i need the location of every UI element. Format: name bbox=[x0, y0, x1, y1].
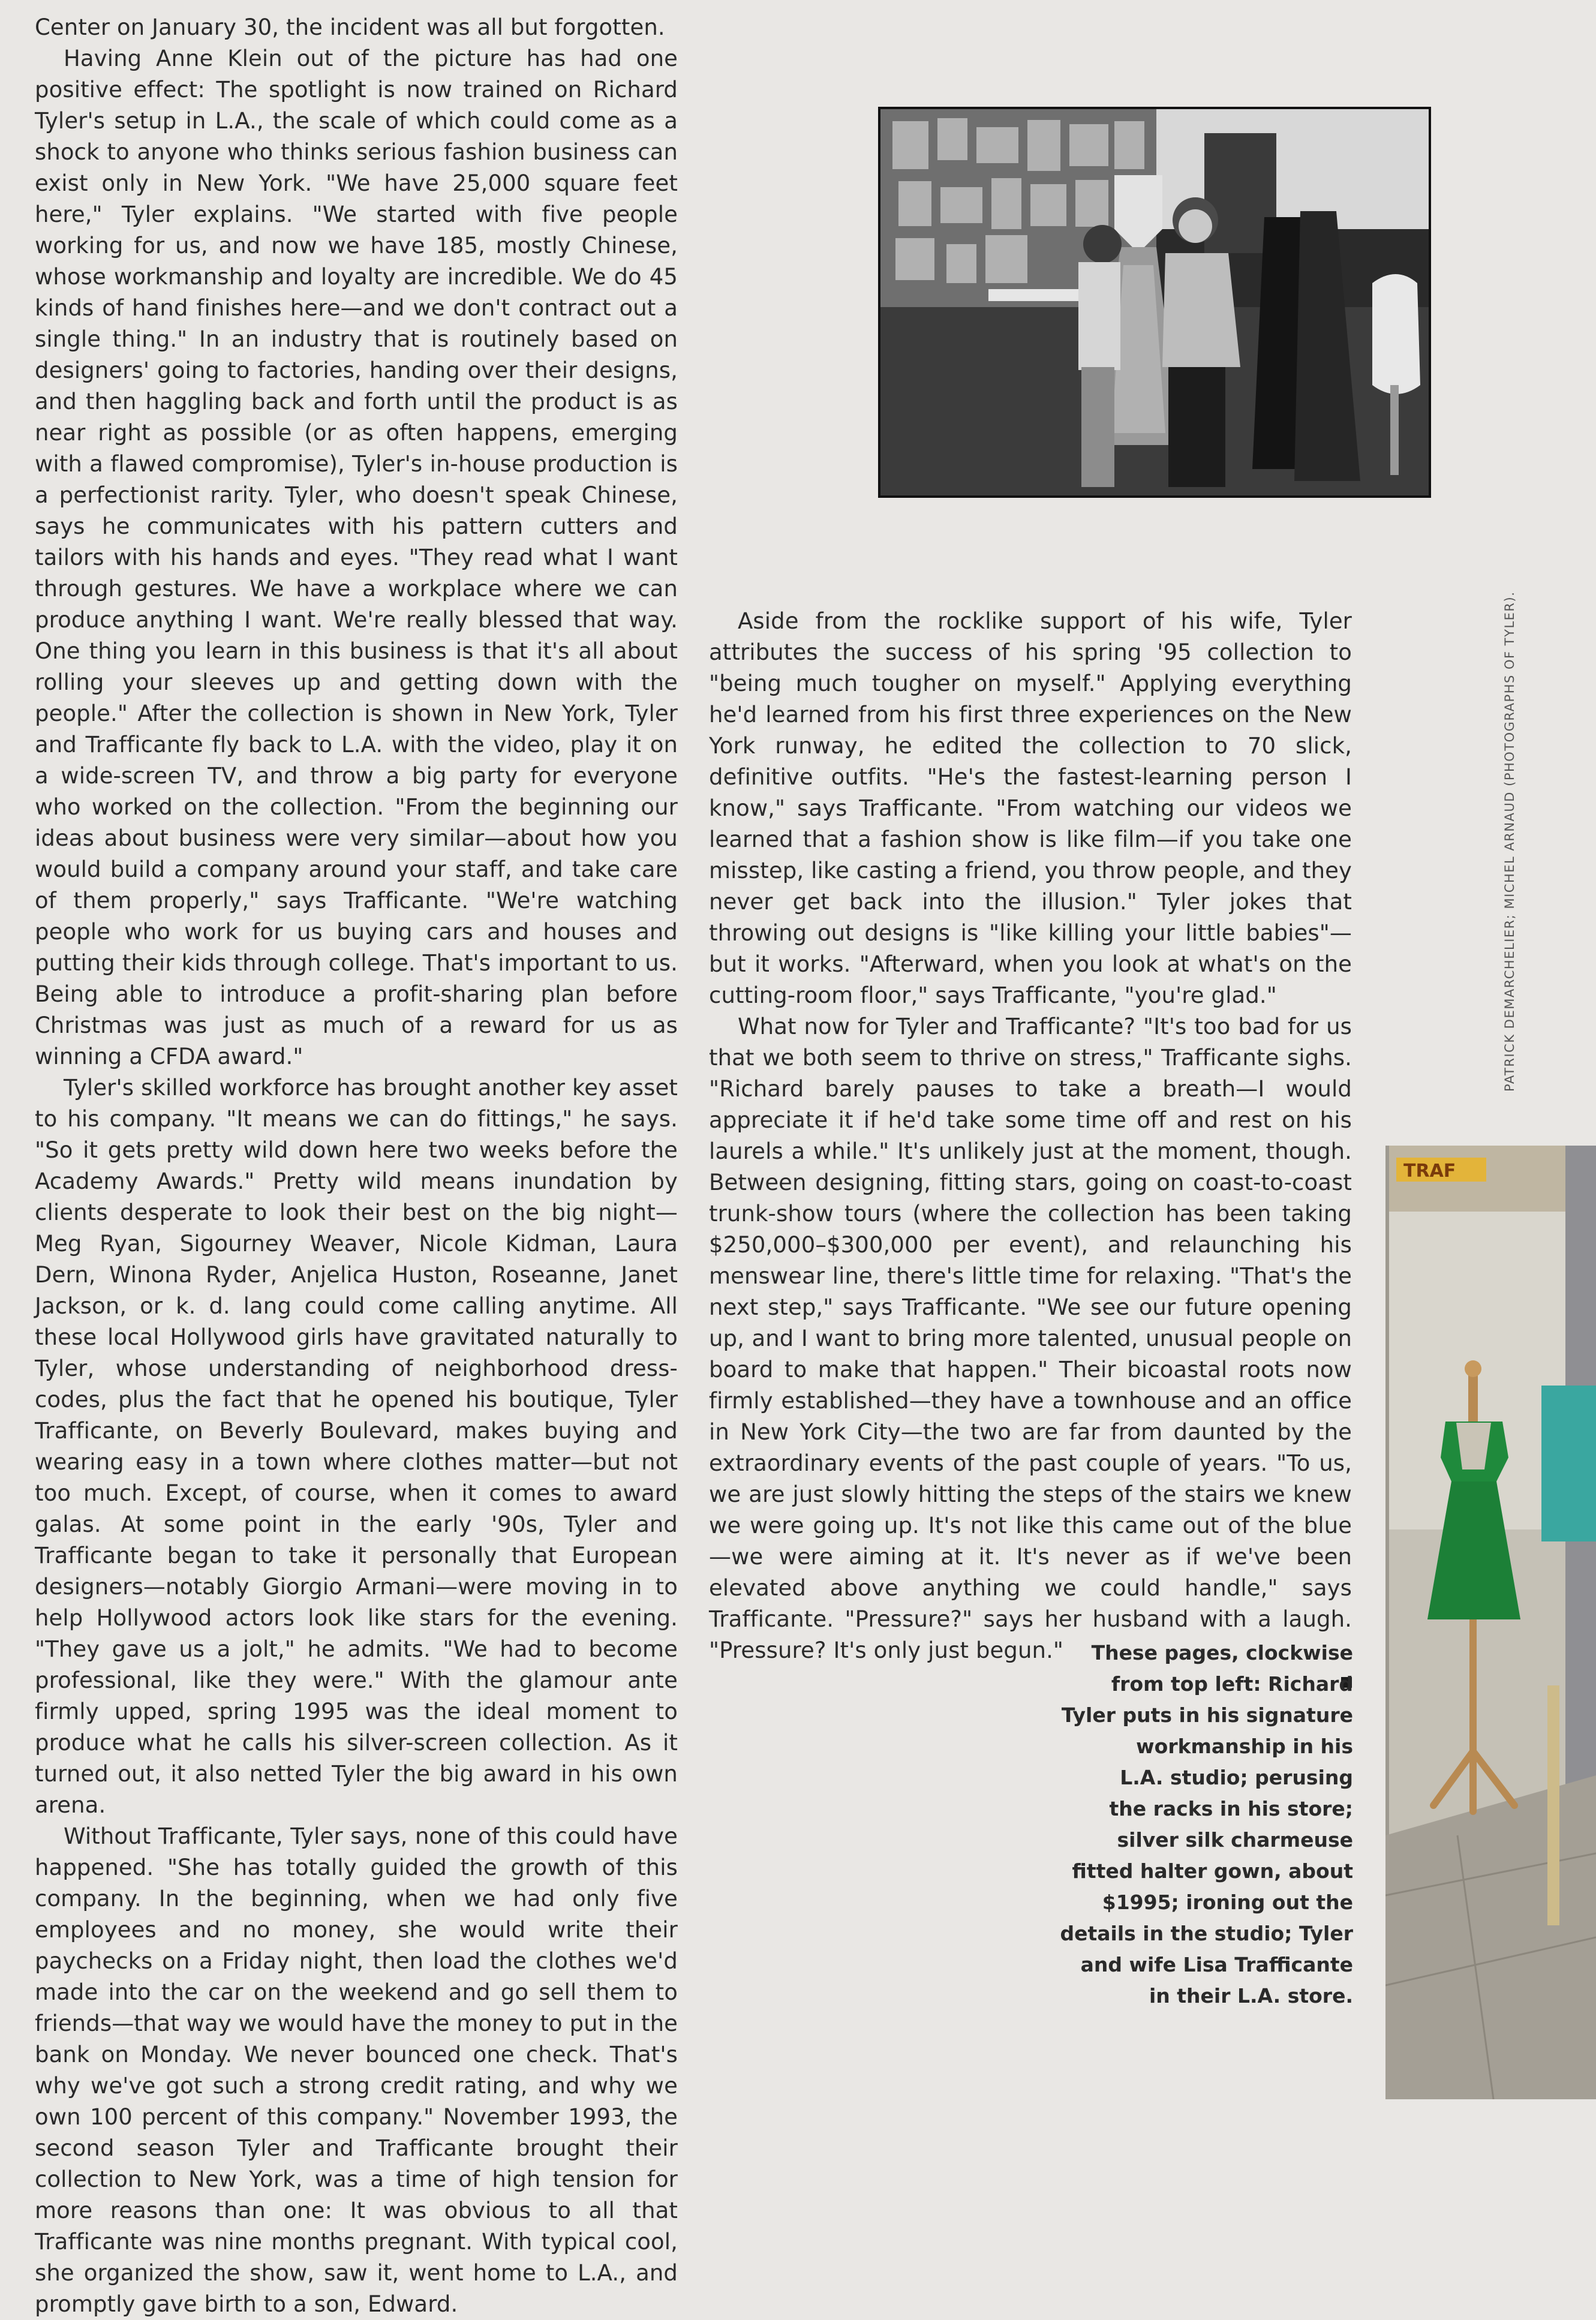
store-sign-text: TRAF bbox=[1403, 1161, 1456, 1182]
store-photo bbox=[1385, 1146, 1596, 2099]
caption-line: the racks in his store; bbox=[1109, 1797, 1353, 1820]
store-photo-illustration bbox=[1385, 1146, 1596, 2099]
caption-line: These pages, clockwise bbox=[1091, 1641, 1353, 1664]
article-right-column bbox=[709, 606, 1352, 1688]
caption-line: workmanship in his bbox=[1136, 1735, 1353, 1758]
studio-photo-illustration bbox=[880, 109, 1429, 495]
caption-line: from top left: Richard bbox=[1111, 1672, 1353, 1696]
paragraph: What now for Tyler and Trafficante? "It's too bad for us that we both seem to thrive on stress," Trafficante sighs. "Richard barely pauses to take a breath—I would appreciate it if he'd take some time off and rest on his laurels a while." It's unlikely just at the moment, though. Between designing, fitting stars, going on coast-to-coast trunk-show tours (where the collection has been taking $250,000–$300,000 per event), and relaunching his menswear line, there's little time for relaxing. "That's the next step," says Trafficante. "We see our future opening up, and I want to bring more talented, unusual people on board to make that happen." Their bicoastal roots now firmly established—they have a townhouse and an office in New York City—the two are far from daunted by the extraordinary events of the past couple of years. "To us, we are just slowly hitting the steps of the stairs we knew we were going up. It's not like this came out of the blue—we were aiming at it. It's never as if we've been elevated above anything we could handle," says Trafficante. "Pressure?" says her husband with a laugh. "Pressure? It's only just begun." bbox=[709, 1014, 1352, 1663]
caption-line: $1995; ironing out the bbox=[1102, 1891, 1353, 1914]
photo-caption bbox=[1044, 1637, 1353, 2012]
caption-line: and wife Lisa Trafficante bbox=[1080, 1953, 1353, 1976]
caption-line: silver silk charmeuse bbox=[1117, 1828, 1353, 1852]
caption-line: in their L.A. store. bbox=[1149, 1984, 1353, 2008]
caption-line: details in the studio; Tyler bbox=[1060, 1922, 1353, 1945]
paragraph: Having Anne Klein out of the picture has had one positive effect: The spotlight is now trained on Richard Tyler's setup in L.A., the scale of which could come as a shock to anyone who thinks serious fashion business can exist only in New York. "We have 25,000 square feet here," Tyler explains. "We started with five people working for us, and now we have 185, mostly Chinese, whose workmanship and loyalty are incredible. We do 45 kinds of hand finishes here—and we don't contract out a single thing." In an industry that is routinely based on designers' going to factories, handing over their designs, and then haggling back and forth until the product is as near right as possible (or as often happens, emerging with a flawed compromise), Tyler's in-house production is a perfectionist rarity. Tyler, who doesn't speak Chinese, says he communicates with his pattern cutters and tailors with his hands and eyes. "They read what I want through gestures. We have a workplace where we can produce anything I want. We're really blessed that way. One thing you learn in this business is that it's all about rolling your sleeves up and getting down with the people." After the collection is shown in New York, Tyler and Trafficante fly back to L.A. with the video, play it on a wide-screen TV, and throw a big party for everyone who worked on the collection. "From the beginning our ideas about business were very similar—about how you would build a company around your staff, and take care of them properly," says Trafficante. "We're watching people who work for us buying cars and houses and putting their kids through college. That's important to us. Being able to introduce a profit-sharing plan before Christmas was just as much of a reward for us as winning a CFDA award." bbox=[35, 46, 678, 1069]
paragraph: Tyler's skilled workforce has brought another key asset to his company. "It means we can do fittings," he says. "So it gets pretty wild down here two weeks before the Academy Awards." Pretty wild means inundation by clients desperate to look their best on the big night—Meg Ryan, Sigourney Weaver, Nicole Kidman, Laura Dern, Winona Ryder, Anjelica Huston, Roseanne, Janet Jackson, or k. d. lang could come calling anytime. All these local Hollywood girls have gravitated naturally to Tyler, whose understanding of neighborhood dress-codes, plus the fact that he opened his boutique, Tyler Trafficante, on Beverly Boulevard, makes buying and wearing easy in a town where clothes matter—but not too much. Except, of course, when it comes to award galas. At some point in the early '90s, Tyler and Trafficante began to take it personally that European designers—notably Giorgio Armani—were moving in to help Hollywood actors look like stars for the evening. "They gave us a jolt," he admits. "We had to become professional, like they were." With the glamour ante firmly upped, spring 1995 was the ideal moment to produce what he calls his silver-screen collection. As it turned out, it also netted Tyler the big award in his own arena. bbox=[35, 1075, 678, 1818]
photo-credit: PATRICK DEMARCHELIER; MICHEL ARNAUD (PHOTOGRAPHS OF TYLER). bbox=[1502, 591, 1517, 1092]
caption-line: fitted halter gown, about bbox=[1072, 1859, 1353, 1883]
article-left-column bbox=[35, 12, 678, 2320]
paragraph: Aside from the rocklike support of his wife, Tyler attributes the success of his spring '95 collection to "being much tougher on myself." Applying everything he'd learned from his first three experiences on the New York runway, he edited the collection to 70 slick, definitive outfits. "He's the fastest-learning person I know," says Trafficante. "From watching our videos we learned that a fashion show is like film—if you take one misstep, like casting a friend, you throw people, and they never get back into the illusion." Tyler jokes that throwing out designs is "like killing your little babies"—but it works. "Afterward, when you look at what's on the cutting-room floor," says Trafficante, "you're glad." bbox=[709, 608, 1352, 1008]
paragraph: Center on January 30, the incident was all but forgotten. bbox=[35, 14, 665, 40]
paragraph: Without Trafficante, Tyler says, none of this could have happened. "She has totally guided the growth of this company. In the beginning, when we had only five employees and no money, she would write their paychecks on a Friday night, then load the clothes we'd made into the car on the weekend and go sell them to friends—that way we would have the money to put in the bank on Monday. We never bounced one check. That's why we've got such a strong credit rating, and why we own 100 percent of this company." November 1993, the second season Tyler and Trafficante brought their collection to New York, was a time of high tension for more reasons than one: It was obvious to all that Trafficante was nine months pregnant. With typical cool, she organized the show, saw it, went home to L.A., and promptly gave birth to a son, Edward. bbox=[35, 1823, 678, 2317]
studio-photo bbox=[878, 107, 1431, 498]
caption-line: L.A. studio; perusing bbox=[1120, 1766, 1353, 1789]
caption-line: Tyler puts in his signature bbox=[1061, 1703, 1353, 1727]
